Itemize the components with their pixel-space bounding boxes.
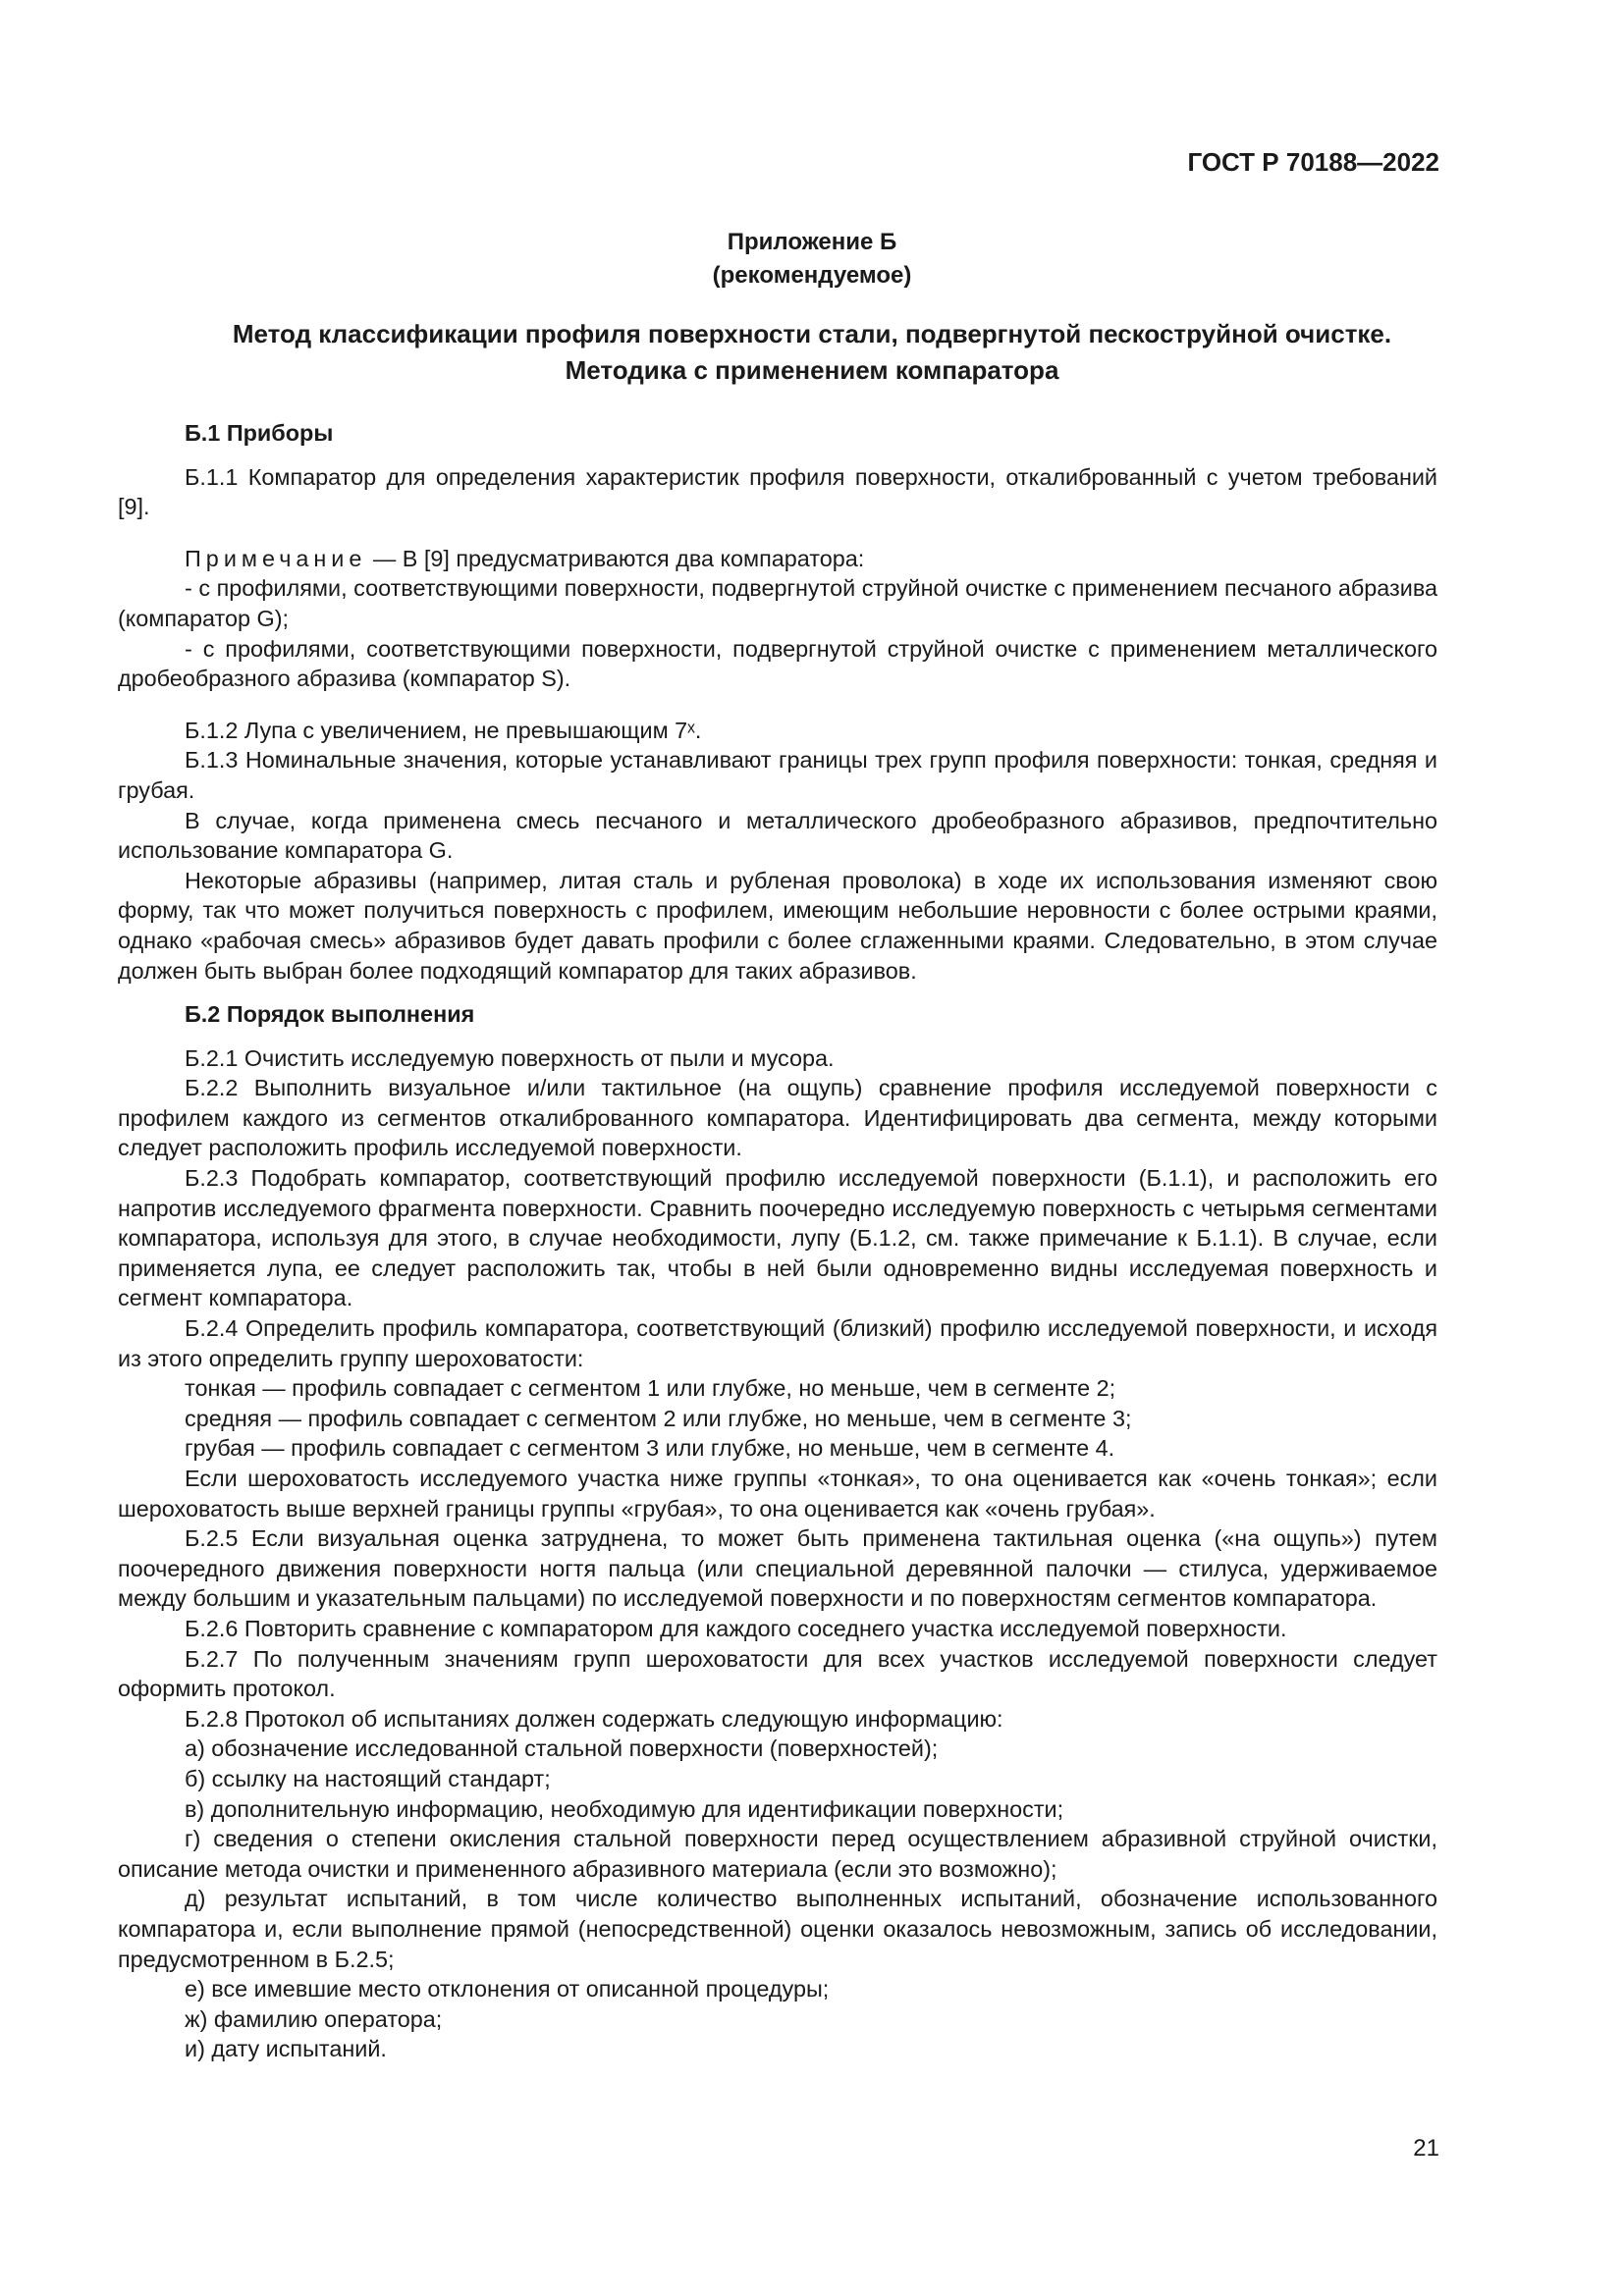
document-title [118,316,1506,389]
paragraph-b1-3-mix: В случае, когда применена смесь песчаного и металлического дробеобразного абразивов, предпочтительно использование компаратора G. [118,807,1437,864]
list-item: г) сведения о степени окисления стальной поверхности перед осуществлением абразивной струйной очистки, описание метода очистки и примененного абразивного материала (если это возможно); [118,1826,1437,1882]
section-heading-b1: Б.1 Приборы [185,420,334,446]
section-heading-b2: Б.2 Порядок выполнения [185,1001,475,1028]
paragraph-b2-6: Б.2.6 Повторить сравнение с компаратором для каждого соседнего участка исследуемой поверхности. [185,1615,1287,1641]
paragraph-b1-2: Б.1.2 Лупа с увеличением, не превышающим 7ˣ. [185,717,702,743]
paragraph-b2-3: Б.2.3 Подобрать компаратор, соответствующий профилю исследуемой поверхности (Б.1.1), и расположить его напротив исследуемого фрагмента поверхности. Сравнить поочередно исследуемую поверхность с четырьмя сегментами компаратора, используя для этого, в случае необходимости, лупу (Б.1.2, см. также примечание к Б.1.1). В случае, если применяется лупа, ее следует расположить так, чтобы в ней были одновременно видны исследуемая поверхность и сегмент компаратора. [118,1165,1437,1311]
annex-heading [0,226,1624,293]
paragraph-b1-1: Б.1.1 Компаратор для определения характеристик профиля поверхности, откалиброванный с учетом требований [9]. [118,463,1437,520]
roughness-coarse: грубая — профиль совпадает с сегментом 3 или глубже, но меньше, чем в сегменте 4. [185,1435,1115,1462]
paragraph-b1-3-abrasives: Некоторые абразивы (например, литая сталь и рубленая проволока) в ходе их использования изменяют свою форму, так что может получиться поверхность с профилем, имеющим небольшие неровности с более острыми краями, однако «рабочая смесь» абразивов будет давать профили с более сглаженными краями. Следовательно, в этом случае должен быть выбран более подходящий компаратор для таких абразивов. [118,867,1437,984]
paragraph-b1-3: Б.1.3 Номинальные значения, которые устанавливают границы трех групп профиля поверхности: тонкая, средняя и грубая. [118,747,1437,803]
standard-code: ГОСТ Р 70188—2022 [1187,147,1439,177]
list-item: е) все имевшие место отклонения от описанной процедуры; [185,1976,830,2002]
paragraph-b2-7: Б.2.7 По полученным значениям групп шероховатости для всех участков исследуемой поверхности следует оформить протокол. [118,1645,1437,1702]
annex-title: Приложение Б [727,229,897,255]
note-label: Примечание [185,545,367,571]
note-text: — В [9] предусматриваются два компаратора: [366,545,865,571]
note [118,544,1437,574]
paragraph-b2-4: Б.2.4 Определить профиль компаратора, соответствующий (близкий) профилю исследуемой поверхности, и исходя из этого определить группу шероховатости: [118,1315,1437,1371]
annex-status: (рекомендуемое) [712,262,912,289]
paragraph-b2-5: Б.2.5 Если визуальная оценка затруднена, то может быть применена тактильная оценка («на ощупь») путем поочередного движения поверхности ногтя пальца (или специальной деревянной палочки — стилуса, удерживаемое между большим и указательным пальцами) по исследуемой поверхности и по поверхностям сегментов компаратора. [118,1525,1437,1612]
paragraph-b2-8: Б.2.8 Протокол об испытаниях должен содержать следующую информацию: [185,1705,1003,1732]
document-title-line-2: Методика с применением компаратора [565,355,1059,385]
roughness-medium: средняя — профиль совпадает с сегментом 2 или глубже, но меньше, чем в сегменте 3; [185,1405,1132,1431]
roughness-fine: тонкая — профиль совпадает с сегментом 1 или глубже, но меньше, чем в сегменте 2; [185,1375,1116,1402]
paragraph-b2-1: Б.2.1 Очистить исследуемую поверхность от пыли и мусора. [185,1044,835,1071]
page-number: 21 [1413,2135,1439,2162]
list-item: ж) фамилию оператора; [185,2005,443,2032]
list-item: и) дату испытаний. [185,2036,387,2062]
paragraph-b2-2: Б.2.2 Выполнить визуальное и/или тактильное (на ощупь) сравнение профиля исследуемой поверхности с профилем каждого из сегментов откалиброванного компаратора. Идентифицировать два сегмента, между которыми следует расположить профиль исследуемой поверхности. [118,1075,1437,1161]
list-item: а) обозначение исследованной стальной поверхности (поверхностей); [185,1735,939,1762]
note-item-1: - с профилями, соответствующими поверхности, подвергнутой струйной очистке с применением песчаного абразива (компаратор G); [118,575,1437,631]
paragraph-b2-4-extra: Если шероховатость исследуемого участка ниже группы «тонкая», то она оценивается как «очень тонкая»; если шероховатость выше верхней границы группы «грубая», то она оценивается как «очень грубая». [118,1466,1437,1522]
document-title-line-1: Метод классификации профиля поверхности стали, подвергнутой пескоструйной очистке. [232,319,1392,348]
list-item: в) дополнительную информацию, необходимую для идентификации поверхности; [185,1795,1064,1822]
document-body [118,418,1437,2064]
list-item: б) ссылку на настоящий стандарт; [185,1765,551,1791]
note-item-2: - с профилями, соответствующими поверхности, подвергнутой струйной очистке с применением металлического дробеобразного абразива (компаратор S). [118,635,1437,692]
list-item: д) результат испытаний, в том числе количество выполненных испытаний, обозначение использованного компаратора и, если выполнение прямой (непосредственной) оценки оказалось невозможным, запись об исследовании, предусмотренном в Б.2.5; [118,1886,1437,1972]
